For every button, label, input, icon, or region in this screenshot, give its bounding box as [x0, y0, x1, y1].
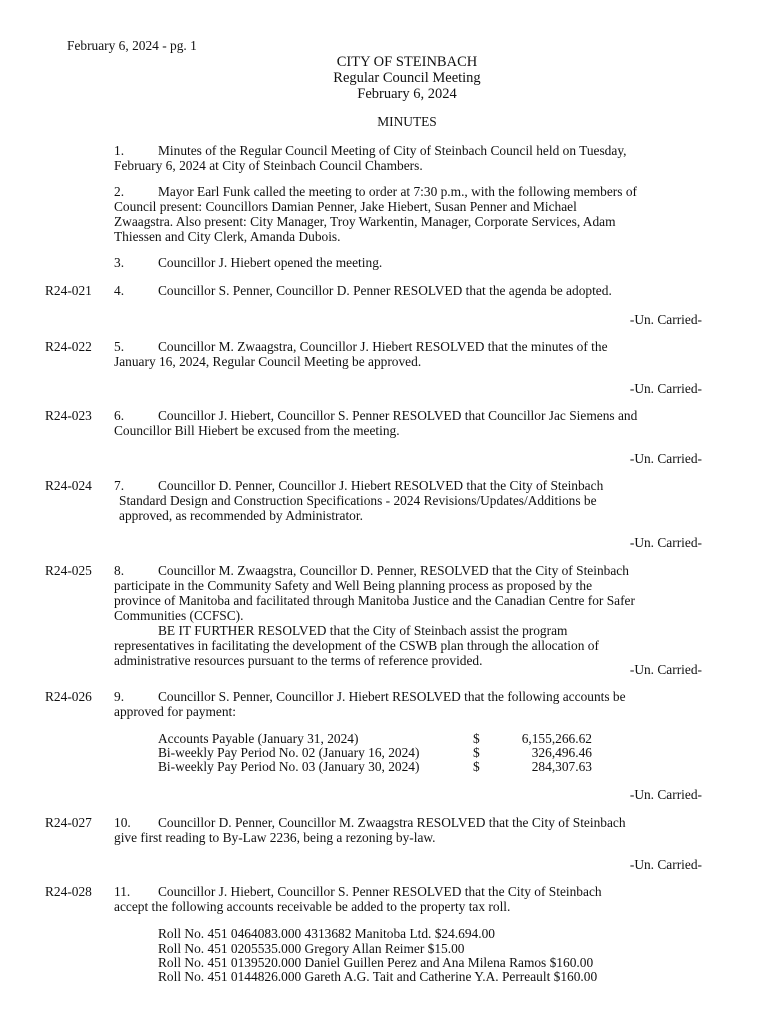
item-text: Mayor Earl Funk called the meeting to order at 7:30 p.m., with the following members of	[158, 184, 637, 199]
carried-note: -Un. Carried-	[629, 857, 702, 872]
account-label: Bi-weekly Pay Period No. 03 (January 30, 2024)	[158, 759, 420, 774]
account-label: Accounts Payable (January 31, 2024)	[158, 731, 359, 746]
currency-symbol: $	[473, 731, 480, 746]
item-6	[114, 408, 704, 438]
item-text: Thiessen and City Clerk, Amanda Dubois.	[114, 229, 341, 244]
resolution-number: R24-028	[45, 884, 92, 899]
item-7	[114, 478, 704, 523]
item-text: Minutes of the Regular Council Meeting of City of Steinbach Council held on Tuesday,	[158, 143, 627, 158]
item-number: 11.	[114, 884, 131, 899]
currency-symbol: $	[473, 745, 480, 760]
item-text: BE IT FURTHER RESOLVED that the City of Steinbach assist the program	[158, 623, 568, 638]
item-text: February 6, 2024 at City of Steinbach Council Chambers.	[114, 158, 423, 173]
account-amount: 326,496.46	[531, 745, 592, 760]
item-text: Councillor Bill Hiebert be excused from the meeting.	[114, 423, 400, 438]
carried-note: -Un. Carried-	[629, 535, 702, 550]
carried-note: -Un. Carried-	[629, 381, 702, 396]
item-text: province of Manitoba and facilitated through Manitoba Justice and the Canadian Centre for Safer	[114, 593, 635, 608]
item-8	[114, 563, 704, 668]
item-3	[114, 255, 704, 270]
item-number: 4.	[114, 283, 125, 298]
document-title: CITY OF STEINBACH	[336, 54, 478, 70]
item-number: 3.	[114, 255, 125, 270]
item-5	[114, 339, 704, 369]
item-text: Councillor M. Zwaagstra, Councillor J. Hiebert RESOLVED that the minutes of the	[158, 339, 608, 354]
item-number: 5.	[114, 339, 125, 354]
item-2	[114, 184, 704, 244]
carried-note: -Un. Carried-	[629, 312, 702, 327]
item-text: Zwaagstra. Also present: City Manager, Troy Warkentin, Manager, Corporate Services, Adam	[114, 214, 616, 229]
meeting-date: February 6, 2024	[357, 86, 457, 102]
resolution-number: R24-024	[45, 478, 92, 493]
item-text: administrative resources pursuant to the terms of reference provided.	[114, 653, 483, 668]
item-number: 2.	[114, 184, 125, 199]
resolution-number: R24-027	[45, 815, 92, 830]
item-text: Councillor M. Zwaagstra, Councillor D. Penner, RESOLVED that the City of Steinbach	[158, 563, 629, 578]
carried-note: -Un. Carried-	[629, 662, 702, 677]
item-text: give first reading to By-Law 2236, being a rezoning by-law.	[114, 830, 436, 845]
page-reference: February 6, 2024 - pg. 1	[67, 38, 197, 53]
account-label: Bi-weekly Pay Period No. 02 (January 16, 2024)	[158, 745, 420, 760]
account-amount: 6,155,266.62	[521, 731, 592, 746]
item-text: Communities (CCFSC).	[114, 608, 244, 623]
resolution-number: R24-023	[45, 408, 92, 423]
item-text: Councillor J. Hiebert opened the meeting.	[158, 255, 383, 270]
item-4	[114, 283, 704, 298]
item-10	[114, 815, 704, 845]
roll-entry: Roll No. 451 0205535.000 Gregory Allan Reimer $15.00	[158, 941, 465, 956]
item-text: Council present: Councillors Damian Penner, Jake Hiebert, Susan Penner and Michael	[114, 199, 577, 214]
roll-entry: Roll No. 451 0464083.000 4313682 Manitoba Ltd. $24.694.00	[158, 926, 495, 941]
item-text: Councillor J. Hiebert, Councillor S. Penner RESOLVED that Councillor Jac Siemens and	[158, 408, 638, 423]
currency-symbol: $	[473, 759, 480, 774]
item-number: 7.	[114, 478, 125, 493]
item-text: Councillor D. Penner, Councillor M. Zwaagstra RESOLVED that the City of Steinbach	[158, 815, 626, 830]
item-text: Councillor D. Penner, Councillor J. Hiebert RESOLVED that the City of Steinbach	[158, 478, 604, 493]
item-number: 6.	[114, 408, 125, 423]
item-text: approved for payment:	[114, 704, 236, 719]
item-text: January 16, 2024, Regular Council Meeting be approved.	[114, 354, 422, 369]
item-text: participate in the Community Safety and Well Being planning process as proposed by the	[114, 578, 593, 593]
resolution-number: R24-022	[45, 339, 92, 354]
account-amount: 284,307.63	[531, 759, 592, 774]
roll-entry: Roll No. 451 0139520.000 Daniel Guillen Perez and Ana Milena Ramos $160.00	[158, 955, 594, 970]
meeting-type: Regular Council Meeting	[333, 70, 481, 86]
item-11	[114, 884, 704, 914]
resolution-number: R24-025	[45, 563, 92, 578]
item-text: accept the following accounts receivable be added to the property tax roll.	[114, 899, 511, 914]
item-1	[114, 143, 704, 173]
item-text: representatives in facilitating the development of the CSWB plan through the allocation of	[114, 638, 599, 653]
item-text: Councillor J. Hiebert, Councillor S. Penner RESOLVED that the City of Steinbach	[158, 884, 602, 899]
item-text: Standard Design and Construction Specifications - 2024 Revisions/Updates/Additions be	[119, 493, 597, 508]
resolution-number: R24-026	[45, 689, 92, 704]
roll-entry: Roll No. 451 0144826.000 Gareth A.G. Tait and Catherine Y.A. Perreault $160.00	[158, 969, 598, 984]
item-number: 10.	[114, 815, 131, 830]
item-text: Councillor S. Penner, Councillor D. Penner RESOLVED that the agenda be adopted.	[158, 283, 612, 298]
item-9	[114, 689, 704, 719]
resolution-number: R24-021	[45, 283, 92, 298]
carried-note: -Un. Carried-	[629, 451, 702, 466]
item-number: 1.	[114, 143, 125, 158]
carried-note: -Un. Carried-	[629, 787, 702, 802]
item-text: Councillor S. Penner, Councillor J. Hiebert RESOLVED that the following accounts be	[158, 689, 626, 704]
item-text: approved, as recommended by Administrator.	[119, 508, 363, 523]
minutes-heading: MINUTES	[377, 114, 437, 129]
item-number: 9.	[114, 689, 125, 704]
item-number: 8.	[114, 563, 125, 578]
